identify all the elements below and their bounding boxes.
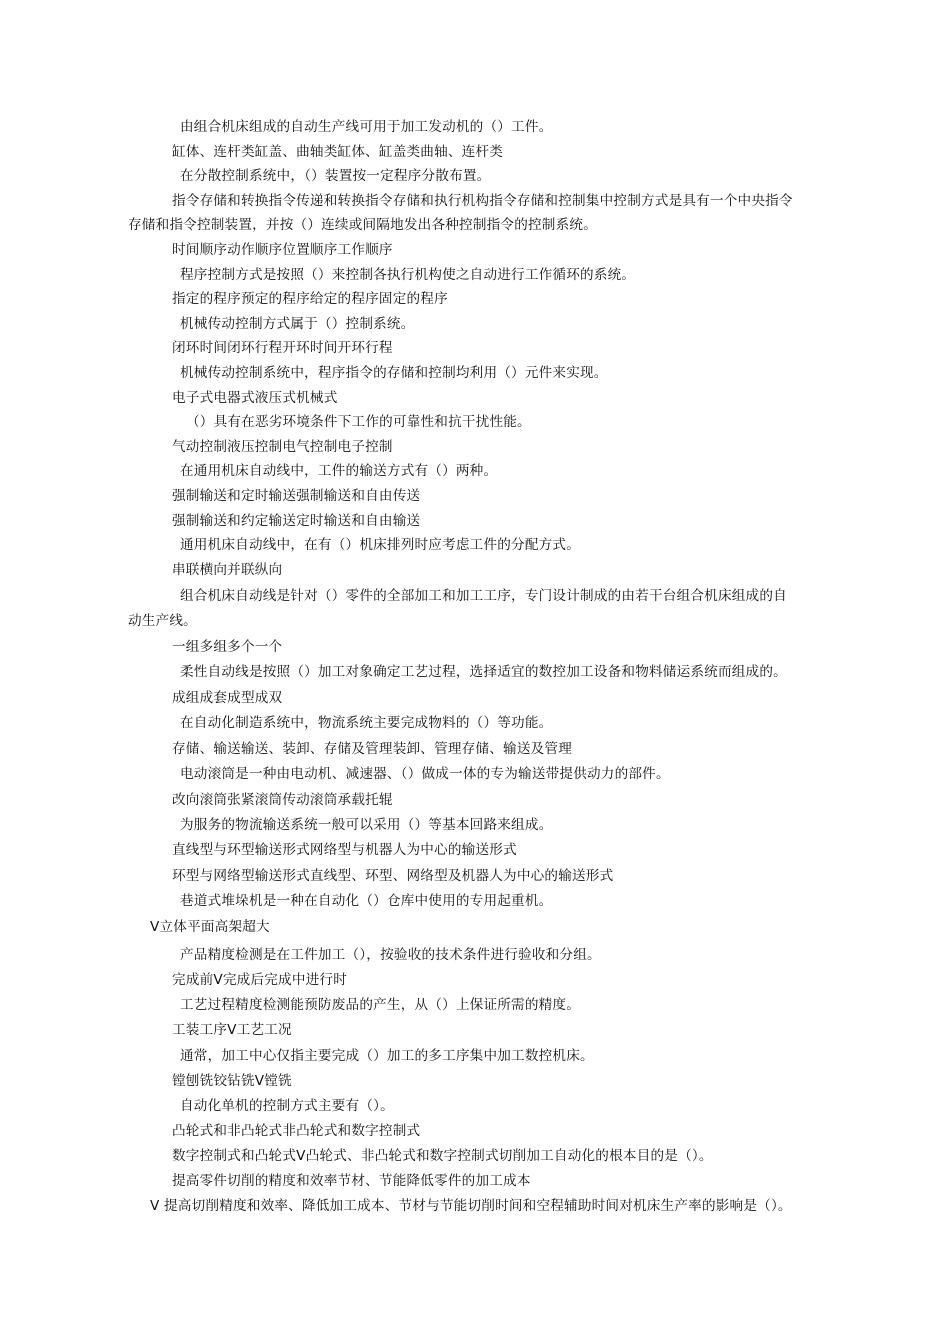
question-line: 产品精度检测是在工件加工（），按验收的技术条件进行验收和分组。 bbox=[180, 947, 601, 963]
options-line: 成组成套成型成双 bbox=[172, 690, 283, 706]
question-line: （）具有在恶劣环境条件下工作的可靠性和抗干扰性能。 bbox=[186, 414, 531, 430]
question-line: 通用机床自动线中，在有（）机床排列时应考虑工件的分配方式。 bbox=[180, 537, 581, 553]
options-line: 强制输送和约定输送定时输送和自由输送 bbox=[172, 513, 421, 529]
options-line: 气动控制液压控制电气控制电子控制 bbox=[172, 439, 393, 455]
question-line: 组合机床自动线是针对（）零件的全部加工和加工工序，专门设计制成的由若干台组合机床组成的自 bbox=[180, 588, 787, 604]
question-line: 在自动化制造系统中，物流系统主要完成物料的（）等功能。 bbox=[180, 715, 553, 731]
question-line: 工艺过程精度检测能预防废品的产生，从（）上保证所需的精度。 bbox=[180, 997, 581, 1013]
options-line: 完成前V完成后完成中进行时 bbox=[172, 972, 348, 988]
question-line: 由组合机床组成的自动生产线可用于加工发动机的（）工件。 bbox=[180, 119, 553, 135]
options-line: 电子式电器式液压式机械式 bbox=[172, 390, 338, 406]
options-line: 环型与网络型输送形式直线型、环型、网络型及机器人为中心的输送形式 bbox=[172, 868, 614, 884]
options-line: 改向滚筒张紧滚筒传动滚筒承载托辊 bbox=[172, 792, 393, 808]
options-line: 存储、输送输送、装卸、存储及管理装卸、管理存储、输送及管理 bbox=[172, 741, 573, 757]
question-line: 机械传动控制方式属于（）控制系统。 bbox=[180, 316, 415, 332]
question-line: 机械传动控制系统中，程序指令的存储和控制均利用（）元件来实现。 bbox=[180, 365, 608, 381]
question-line: 自动化单机的控制方式主要有（）。 bbox=[180, 1098, 394, 1114]
options-line: 串联横向并联纵向 bbox=[172, 562, 283, 578]
options-line: 提高零件切削的精度和效率节材、节能降低零件的加工成本 bbox=[172, 1173, 531, 1189]
options-line: 闭环时间闭环行程开环时间开环行程 bbox=[172, 340, 393, 356]
question-line: 巷道式堆垛机是一种在自动化（）仓库中使用的专用起重机。 bbox=[180, 893, 553, 909]
options-line: 时间顺序动作顺序位置顺序工作顺序 bbox=[172, 242, 393, 258]
options-line: 直线型与环型输送形式网络型与机器人为中心的输送形式 bbox=[172, 842, 517, 858]
question-line: 电动滚筒是一种由电动机、减速器、（）做成一体的专为输送带提供动力的部件。 bbox=[180, 766, 670, 782]
question-line-continued: 动生产线。 bbox=[128, 613, 197, 629]
options-line: 镗刨铣铰钻铣V镗铣 bbox=[172, 1073, 292, 1089]
options-line: 数字控制式和凸轮式V凸轮式、非凸轮式和数字控制式切削加工自动化的根本目的是（）。 bbox=[172, 1148, 713, 1164]
options-line: 工装工序V工艺工况 bbox=[172, 1022, 292, 1038]
question-line-continued: 存储和指令控制装置，并按（）连续或间隔地发出各种控制指令的控制系统。 bbox=[128, 217, 597, 233]
question-line: 在通用机床自动线中，工件的输送方式有（）两种。 bbox=[180, 463, 498, 479]
options-line: 指令存储和转换指令传递和转换指令存储和执行机构指令存储和控制集中控制方式是具有一个中央指令 bbox=[172, 193, 793, 209]
question-line: 在分散控制系统中，（）装置按一定程序分散布置。 bbox=[180, 168, 491, 184]
options-line: 一组多组多个一个 bbox=[172, 639, 283, 655]
options-line: 强制输送和定时输送强制输送和自由传送 bbox=[172, 488, 421, 504]
question-line: 通常，加工中心仅指主要完成（）加工的多工序集中加工数控机床。 bbox=[180, 1048, 594, 1064]
options-line: 指定的程序预定的程序给定的程序固定的程序 bbox=[172, 291, 448, 307]
question-line: 程序控制方式是按照（）来控制各执行机构使之自动进行工作循环的系统。 bbox=[180, 267, 636, 283]
options-line: 凸轮式和非凸轮式非凸轮式和数字控制式 bbox=[172, 1123, 421, 1139]
question-line: 柔性自动线是按照（）加工对象确定工艺过程，选择适宜的数控加工设备和物料储运系统而组成的。 bbox=[180, 664, 787, 680]
question-line: 为服务的物流输送系统一般可以采用（）等基本回路来组成。 bbox=[180, 817, 553, 833]
options-line: V 提高切削精度和效率、降低加工成本、节材与节能切削时间和空程辅助时间对机床生产率的影响是（）。 bbox=[150, 1198, 792, 1214]
options-line: 缸体、连杆类缸盖、曲轴类缸体、缸盖类曲轴、连杆类 bbox=[172, 144, 504, 160]
options-line: V立体平面高架超大 bbox=[150, 919, 270, 935]
